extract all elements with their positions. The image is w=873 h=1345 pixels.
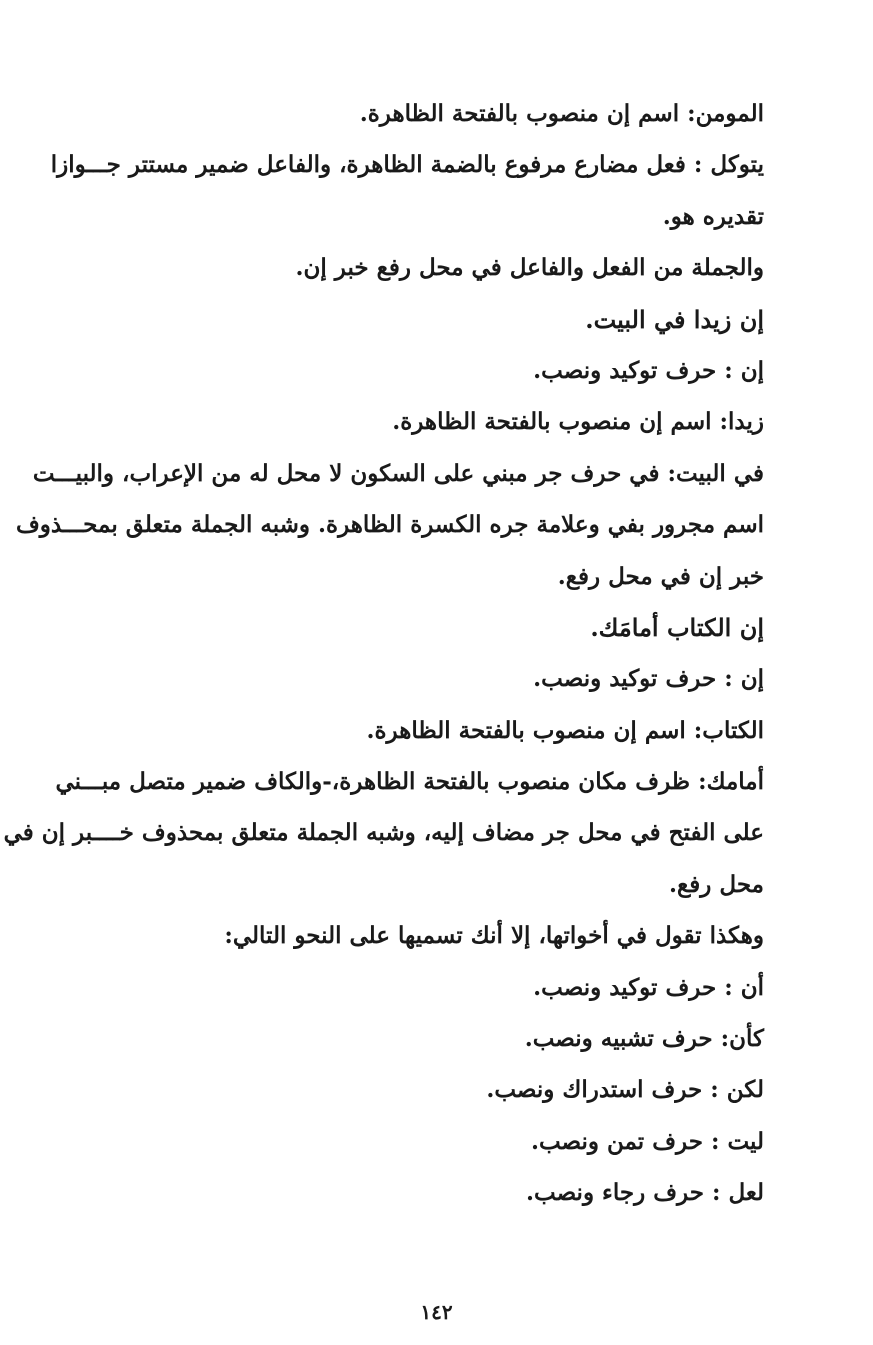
- text-line: اسم مجرور بفي وعلامة جره الكسرة الظاهرة. وشبه الجملة متعلق بمحـــذوف: [15, 511, 764, 539]
- text-line: زيدا: اسم إن منصوب بالفتحة الظاهرة.: [392, 408, 764, 436]
- text-line: لعل : حرف رجاء ونصب.: [526, 1179, 764, 1207]
- text-line: على الفتح في محل جر مضاف إليه، وشبه الجملة متعلق بمحذوف خــــبر إن في: [3, 819, 764, 847]
- text-line: في البيت: في حرف جر مبني على السكون لا محل له من الإعراب، والبيـــت: [32, 459, 764, 487]
- text-line: لكن : حرف استدراك ونصب.: [486, 1076, 764, 1104]
- page-number: ١٤٢: [420, 1300, 453, 1324]
- text-line: الكتاب: اسم إن منصوب بالفتحة الظاهرة.: [366, 716, 764, 744]
- text-line: وهكذا تقول في أخواتها، إلا أنك تسميها على النحو التالي:: [224, 922, 764, 950]
- text-line: خبر إن في محل رفع.: [557, 562, 764, 590]
- text-line: كأن: حرف تشبيه ونصب.: [524, 1025, 764, 1053]
- text-line: إن : حرف توكيد ونصب.: [533, 665, 764, 693]
- text-line: والجملة من الفعل والفاعل في محل رفع خبر إن.: [295, 254, 764, 282]
- example-heading: إن زيدا في البيت.: [585, 304, 764, 334]
- text-line: المومن: اسم إن منصوب بالفتحة الظاهرة.: [359, 100, 764, 127]
- text-line: ليت : حرف تمن ونصب.: [530, 1127, 764, 1155]
- text-line: أمامك: ظرف مكان منصوب بالفتحة الظاهرة،-والكاف ضمير متصل مبـــني: [55, 768, 764, 796]
- page-body: [3, 88, 764, 1219]
- text-line: أن : حرف توكيد ونصب.: [533, 973, 764, 1001]
- example-heading: إن الكتاب أمامَك.: [590, 612, 764, 642]
- text-line: تقديره هو.: [662, 202, 764, 230]
- text-line: إن : حرف توكيد ونصب.: [533, 356, 764, 384]
- text-line: يتوكل : فعل مضارع مرفوع بالضمة الظاهرة، والفاعل ضمير مستتر جـــوازا: [50, 151, 764, 179]
- text-line: محل رفع.: [669, 870, 764, 898]
